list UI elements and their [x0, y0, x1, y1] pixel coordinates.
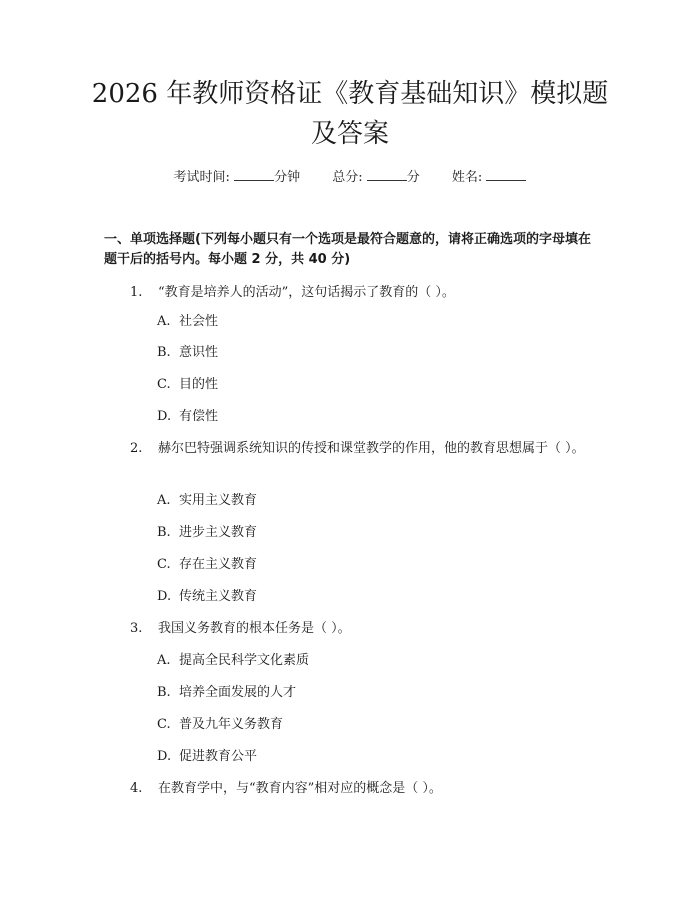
option-letter: D.	[157, 749, 172, 764]
question-4	[104, 779, 588, 799]
option-1-d[interactable]	[157, 407, 218, 427]
option-letter: B.	[157, 685, 171, 700]
option-text: 存在主义教育	[179, 557, 258, 572]
option-text: 提高全民科学文化素质	[179, 653, 310, 668]
question-text: 在教育学中，与“教育内容”相对应的概念是（ ）。	[158, 781, 442, 796]
option-letter: D.	[157, 589, 172, 604]
option-1-c[interactable]	[157, 375, 218, 395]
exam-time-blank[interactable]	[234, 168, 274, 181]
option-text: 目的性	[179, 377, 219, 392]
option-2-d[interactable]	[157, 587, 257, 607]
name-blank[interactable]	[486, 168, 526, 181]
option-text: 进步主义教育	[179, 525, 258, 540]
total-score-blank[interactable]	[367, 168, 407, 181]
option-letter: C.	[157, 557, 171, 572]
option-1-a[interactable]	[157, 312, 218, 332]
question-text: 赫尔巴特强调系统知识的传授和课堂教学的作用，他的教育思想属于（ ）。	[158, 441, 585, 456]
total-score-label: 总分:	[332, 170, 363, 185]
option-2-a[interactable]	[157, 491, 257, 511]
option-text: 意识性	[179, 345, 219, 360]
option-text: 有偿性	[179, 409, 219, 424]
option-2-b[interactable]	[157, 523, 257, 543]
option-text: 实用主义教育	[179, 493, 258, 508]
option-letter: A.	[157, 314, 171, 329]
option-letter: D.	[157, 409, 172, 424]
option-3-a[interactable]	[157, 651, 309, 671]
option-letter: C.	[157, 377, 171, 392]
question-number: 2.	[130, 441, 143, 456]
option-text: 普及九年义务教育	[179, 717, 284, 732]
option-letter: C.	[157, 717, 171, 732]
question-3	[104, 619, 588, 639]
question-number: 4.	[130, 781, 143, 796]
option-3-d[interactable]	[157, 747, 257, 767]
option-text: 促进教育公平	[179, 749, 258, 764]
section-heading: 一、单项选择题(下列每小题只有一个选项是最符合题意的，请将正确选项的字母填在题干后的括号内。每小题 2 分，共 40 分)	[104, 232, 591, 267]
option-1-b[interactable]	[157, 343, 218, 363]
exam-time-unit: 分钟	[274, 170, 301, 185]
option-3-b[interactable]	[157, 683, 296, 703]
question-number: 3.	[130, 621, 143, 636]
option-letter: A.	[157, 493, 171, 508]
exam-time-field	[174, 168, 301, 187]
option-2-c[interactable]	[157, 555, 257, 575]
option-letter: B.	[157, 345, 171, 360]
page-title	[60, 74, 640, 154]
question-text: “教育是培养人的活动”，这句话揭示了教育的（ ）。	[158, 285, 455, 300]
question-text: 我国义务教育的根本任务是（ ）。	[158, 621, 351, 636]
question-1	[104, 283, 588, 303]
option-3-c[interactable]	[157, 715, 283, 735]
name-field	[452, 168, 527, 187]
name-label: 姓名:	[451, 170, 483, 185]
option-letter: A.	[157, 653, 171, 668]
exam-meta	[0, 168, 700, 187]
exam-time-label: 考试时间:	[173, 170, 230, 185]
title-line-1: 2026 年教师资格证《教育基础知识》模拟题	[91, 79, 609, 109]
option-text: 社会性	[179, 314, 219, 329]
question-number: 1.	[130, 285, 143, 300]
option-text: 传统主义教育	[179, 589, 258, 604]
total-score-field	[332, 168, 420, 187]
option-text: 培养全面发展的人才	[179, 685, 297, 700]
title-line-2: 及答案	[310, 119, 389, 149]
question-2	[104, 439, 588, 459]
option-letter: B.	[157, 525, 171, 540]
total-score-unit: 分	[406, 170, 420, 185]
